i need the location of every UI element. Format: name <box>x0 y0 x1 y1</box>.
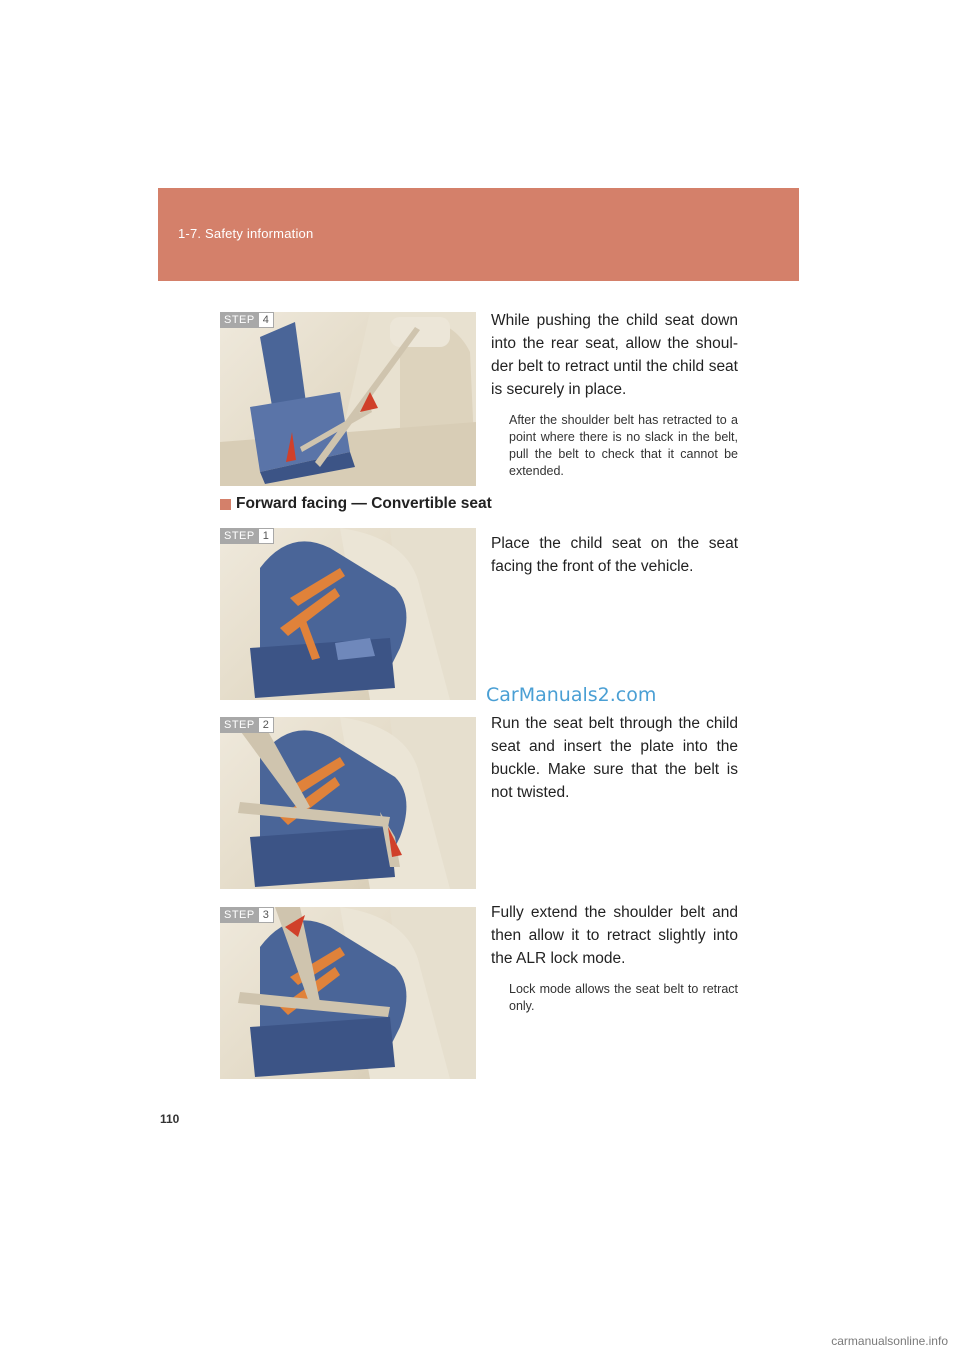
step-2-text: Run the seat belt through the child seat and insert the plate into the buckle. Make sure that the belt is not twisted. <box>491 715 738 801</box>
step-4-note: After the shoulder belt has retracted to a point where there is no slack in the belt, pull the belt to check that it cannot be extended. <box>509 413 738 478</box>
step-number: 4 <box>259 312 274 328</box>
step-3-note: Lock mode allows the seat belt to retract only. <box>509 982 738 1013</box>
step-4-text-block <box>491 309 738 480</box>
figure-step-1 <box>220 528 476 700</box>
section-title: 1-7. Safety information <box>178 226 314 241</box>
step-badge <box>220 528 274 544</box>
footer-watermark: carmanualsonline.info <box>831 1334 948 1348</box>
step-badge <box>220 717 274 733</box>
step-2-text-block <box>491 712 738 804</box>
section-heading <box>220 495 492 513</box>
child-seat-illustration <box>220 312 476 486</box>
step-label: STEP <box>220 528 259 544</box>
section-heading-text: Forward facing — Convertible seat <box>236 495 492 512</box>
page-number: 110 <box>160 1112 180 1126</box>
figure-step-3 <box>220 907 476 1079</box>
step-label: STEP <box>220 312 259 328</box>
figure-step-4 <box>220 312 476 486</box>
step-1-text-block <box>491 532 738 578</box>
step-label: STEP <box>220 717 259 733</box>
step-number: 3 <box>259 907 274 923</box>
header-band <box>158 188 799 281</box>
child-seat-illustration <box>220 528 476 700</box>
step-3-text-block <box>491 901 738 1015</box>
child-seat-illustration <box>220 717 476 889</box>
step-number: 1 <box>259 528 274 544</box>
step-badge <box>220 312 274 328</box>
step-badge <box>220 907 274 923</box>
watermark: CarManuals2.com <box>486 684 657 706</box>
step-3-text: Fully extend the shoulder belt and then allow it to retract slightly into the ALR lock mode. <box>491 904 738 967</box>
figure-step-2 <box>220 717 476 889</box>
step-label: STEP <box>220 907 259 923</box>
step-4-text: While pushing the child seat down into the rear seat, allow the shoul-der belt to retract until the child seat is securely in place. <box>491 312 738 398</box>
step-1-text: Place the child seat on the seat facing the front of the vehicle. <box>491 535 738 575</box>
step-number: 2 <box>259 717 274 733</box>
child-seat-illustration <box>220 907 476 1079</box>
square-bullet-icon <box>220 499 231 510</box>
